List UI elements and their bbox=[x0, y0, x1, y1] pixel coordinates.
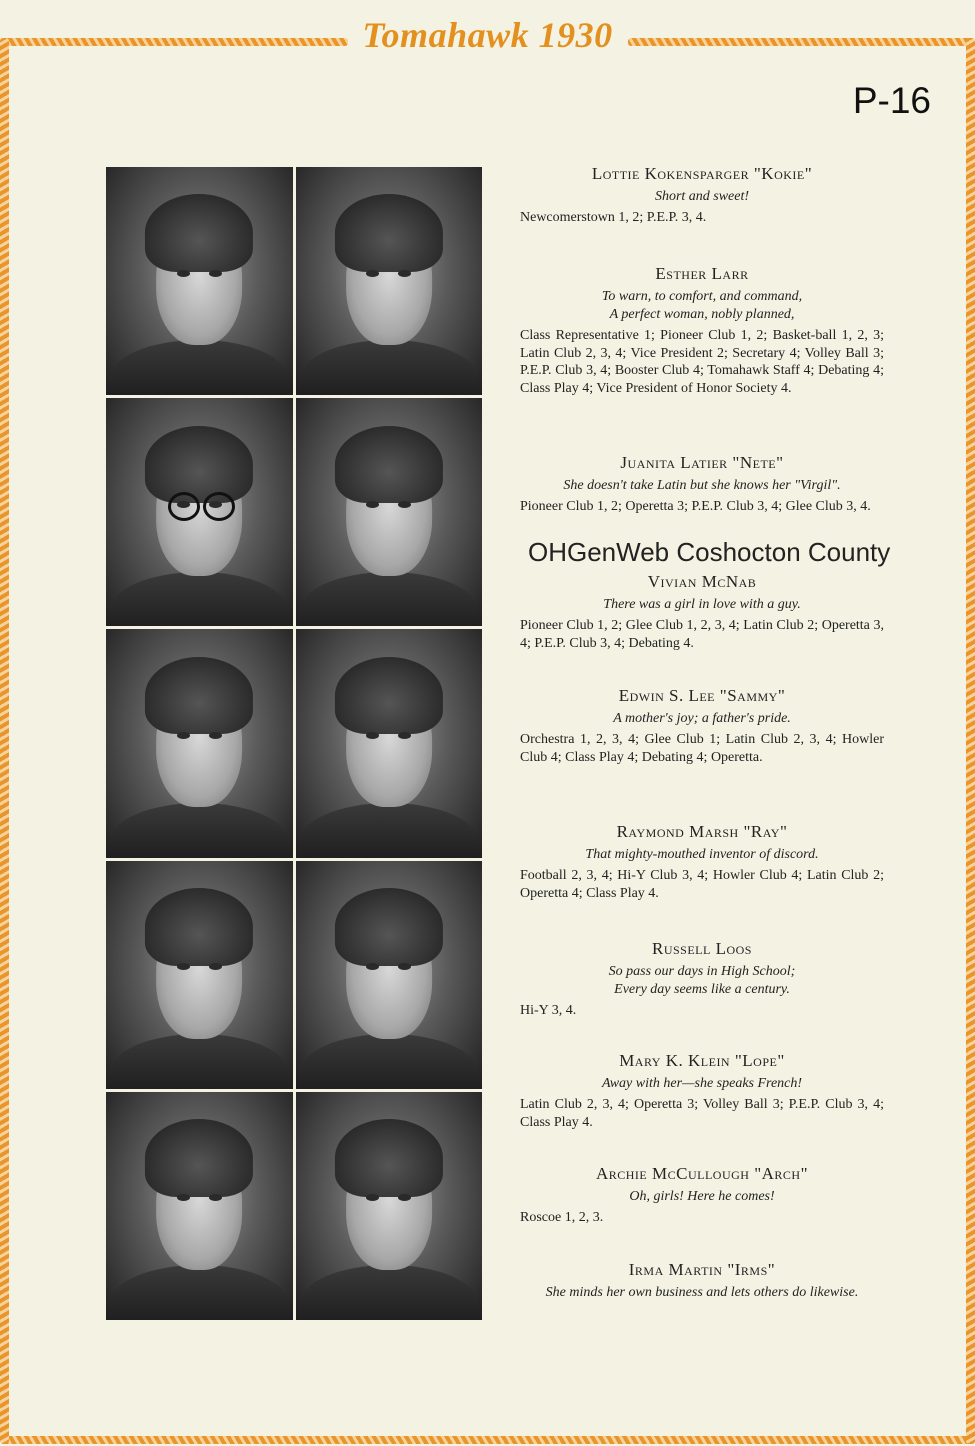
portrait-shoulders bbox=[110, 803, 289, 858]
portrait-eye bbox=[209, 732, 222, 739]
portrait-photo bbox=[296, 629, 483, 857]
portrait-hair bbox=[145, 888, 253, 966]
student-name: Irma Martin "Irms" bbox=[628, 1260, 776, 1279]
student-activities: Class Representative 1; Pioneer Club 1, 2; Basket-ball 1, 2, 3; Latin Club 2, 3, 4; Vice President 2; Secretary 4; Volley Ball 3; P.E.P. Club 3, 4; Booster Club 4; Tomahawk Staff 4; Debating 4; Class Play 4; Vice President of Honor Society 4. bbox=[520, 328, 884, 396]
student-name: Mary K. Klein "Lope" bbox=[619, 1051, 785, 1070]
bottom-border bbox=[4, 1436, 973, 1444]
portrait-photo bbox=[106, 398, 293, 626]
student-name: Juanita Latier "Nete" bbox=[620, 453, 784, 472]
glasses-icon bbox=[168, 492, 200, 521]
portrait-photo bbox=[296, 1092, 483, 1320]
portrait-photo bbox=[106, 861, 293, 1089]
portrait-hair bbox=[335, 657, 443, 735]
watermark: OHGenWeb Coshocton County bbox=[528, 537, 891, 567]
yearbook-title: Tomahawk 1930 bbox=[354, 15, 620, 55]
student-activities: Pioneer Club 1, 2; Glee Club 1, 2, 3, 4; Latin Club 2; Operetta 3, 4; P.E.P. Club 3, 4; Debating 4. bbox=[520, 618, 884, 651]
portrait-grid bbox=[106, 167, 482, 1320]
student-name: Archie McCullough "Arch" bbox=[595, 1164, 809, 1183]
student-entry bbox=[520, 937, 884, 1020]
student-motto: To warn, to comfort, and command, A perfect woman, nobly planned, bbox=[601, 289, 803, 322]
student-activities: Latin Club 2, 3, 4; Operetta 3; Volley Ball 3; P.E.P. Club 3, 4; Class Play 4. bbox=[520, 1097, 884, 1130]
portrait-photo bbox=[106, 1092, 293, 1320]
portrait-hair bbox=[335, 888, 443, 966]
portrait-shoulders bbox=[299, 1265, 478, 1320]
left-border bbox=[0, 38, 9, 1444]
portrait-eye bbox=[366, 270, 379, 277]
portrait-hair bbox=[145, 194, 253, 272]
portrait-eye bbox=[366, 501, 379, 508]
portrait-eye bbox=[398, 501, 411, 508]
student-entry bbox=[520, 820, 884, 902]
student-activities: Hi-Y 3, 4. bbox=[520, 1003, 577, 1018]
portrait-photo bbox=[296, 167, 483, 395]
portrait-shoulders bbox=[110, 340, 289, 395]
portrait-shoulders bbox=[299, 1034, 478, 1089]
right-border bbox=[966, 38, 975, 1444]
student-name: Lottie Kokensparger "Kokie" bbox=[591, 164, 813, 183]
portrait-eye bbox=[177, 732, 190, 739]
student-name: Vivian McNab bbox=[647, 572, 757, 591]
portrait-shoulders bbox=[299, 340, 478, 395]
portrait-shoulders bbox=[110, 572, 289, 627]
portrait-eye bbox=[398, 732, 411, 739]
student-entry bbox=[520, 1049, 884, 1131]
portrait-hair bbox=[145, 657, 253, 735]
student-name: Esther Larr bbox=[655, 264, 749, 283]
student-activities: Pioneer Club 1, 2; Operetta 3; P.E.P. Club 3, 4; Glee Club 3, 4. bbox=[520, 499, 871, 514]
student-entry bbox=[520, 1258, 884, 1302]
student-entry bbox=[520, 684, 884, 766]
portrait-shoulders bbox=[110, 1265, 289, 1320]
portrait-photo bbox=[296, 398, 483, 626]
portrait-photo bbox=[106, 167, 293, 395]
student-motto: Away with her—she speaks French! bbox=[601, 1076, 803, 1091]
student-motto: There was a girl in love with a guy. bbox=[603, 597, 801, 612]
portrait-shoulders bbox=[299, 572, 478, 627]
portrait-shoulders bbox=[110, 1034, 289, 1089]
student-motto: She minds her own business and lets others do likewise. bbox=[545, 1285, 859, 1300]
student-entry bbox=[520, 162, 884, 227]
portrait-eye bbox=[398, 270, 411, 277]
student-entry bbox=[520, 570, 884, 652]
student-name: Raymond Marsh "Ray" bbox=[616, 822, 788, 841]
portrait-photo bbox=[106, 629, 293, 857]
portrait-hair bbox=[335, 426, 443, 504]
student-activities: Roscoe 1, 2, 3. bbox=[520, 1210, 604, 1225]
student-activities: Football 2, 3, 4; Hi-Y Club 3, 4; Howler Club 4; Latin Club 2; Operetta 4; Class Play 4. bbox=[520, 868, 884, 901]
portrait-hair bbox=[145, 426, 253, 504]
page-number: P-16 bbox=[852, 80, 931, 121]
portrait-photo bbox=[296, 861, 483, 1089]
portrait-eye bbox=[209, 270, 222, 277]
student-motto: That mighty-mouthed inventor of discord. bbox=[585, 847, 819, 862]
page-header-title bbox=[0, 14, 975, 56]
portrait-eye bbox=[177, 270, 190, 277]
student-activities: Orchestra 1, 2, 3, 4; Glee Club 1; Latin Club 2, 3, 4; Howler Club 4; Class Play 4; Debating 4; Operetta. bbox=[520, 732, 884, 765]
student-entry bbox=[520, 1162, 884, 1227]
student-activities: Newcomerstown 1, 2; P.E.P. 3, 4. bbox=[520, 210, 707, 225]
student-entry bbox=[520, 451, 884, 516]
student-motto: So pass our days in High School; Every day seems like a century. bbox=[608, 964, 796, 997]
student-motto: Oh, girls! Here he comes! bbox=[629, 1189, 775, 1204]
glasses-icon bbox=[203, 492, 235, 521]
portrait-hair bbox=[335, 1119, 443, 1197]
student-motto: She doesn't take Latin but she knows her "Virgil". bbox=[563, 478, 841, 493]
student-motto: Short and sweet! bbox=[654, 189, 750, 204]
portrait-hair bbox=[145, 1119, 253, 1197]
student-entry bbox=[520, 262, 884, 397]
student-name: Russell Loos bbox=[652, 939, 752, 958]
student-name: Edwin S. Lee "Sammy" bbox=[618, 686, 786, 705]
portrait-eye bbox=[209, 963, 222, 970]
portrait-shoulders bbox=[299, 803, 478, 858]
portrait-hair bbox=[335, 194, 443, 272]
student-motto: A mother's joy; a father's pride. bbox=[613, 711, 791, 726]
